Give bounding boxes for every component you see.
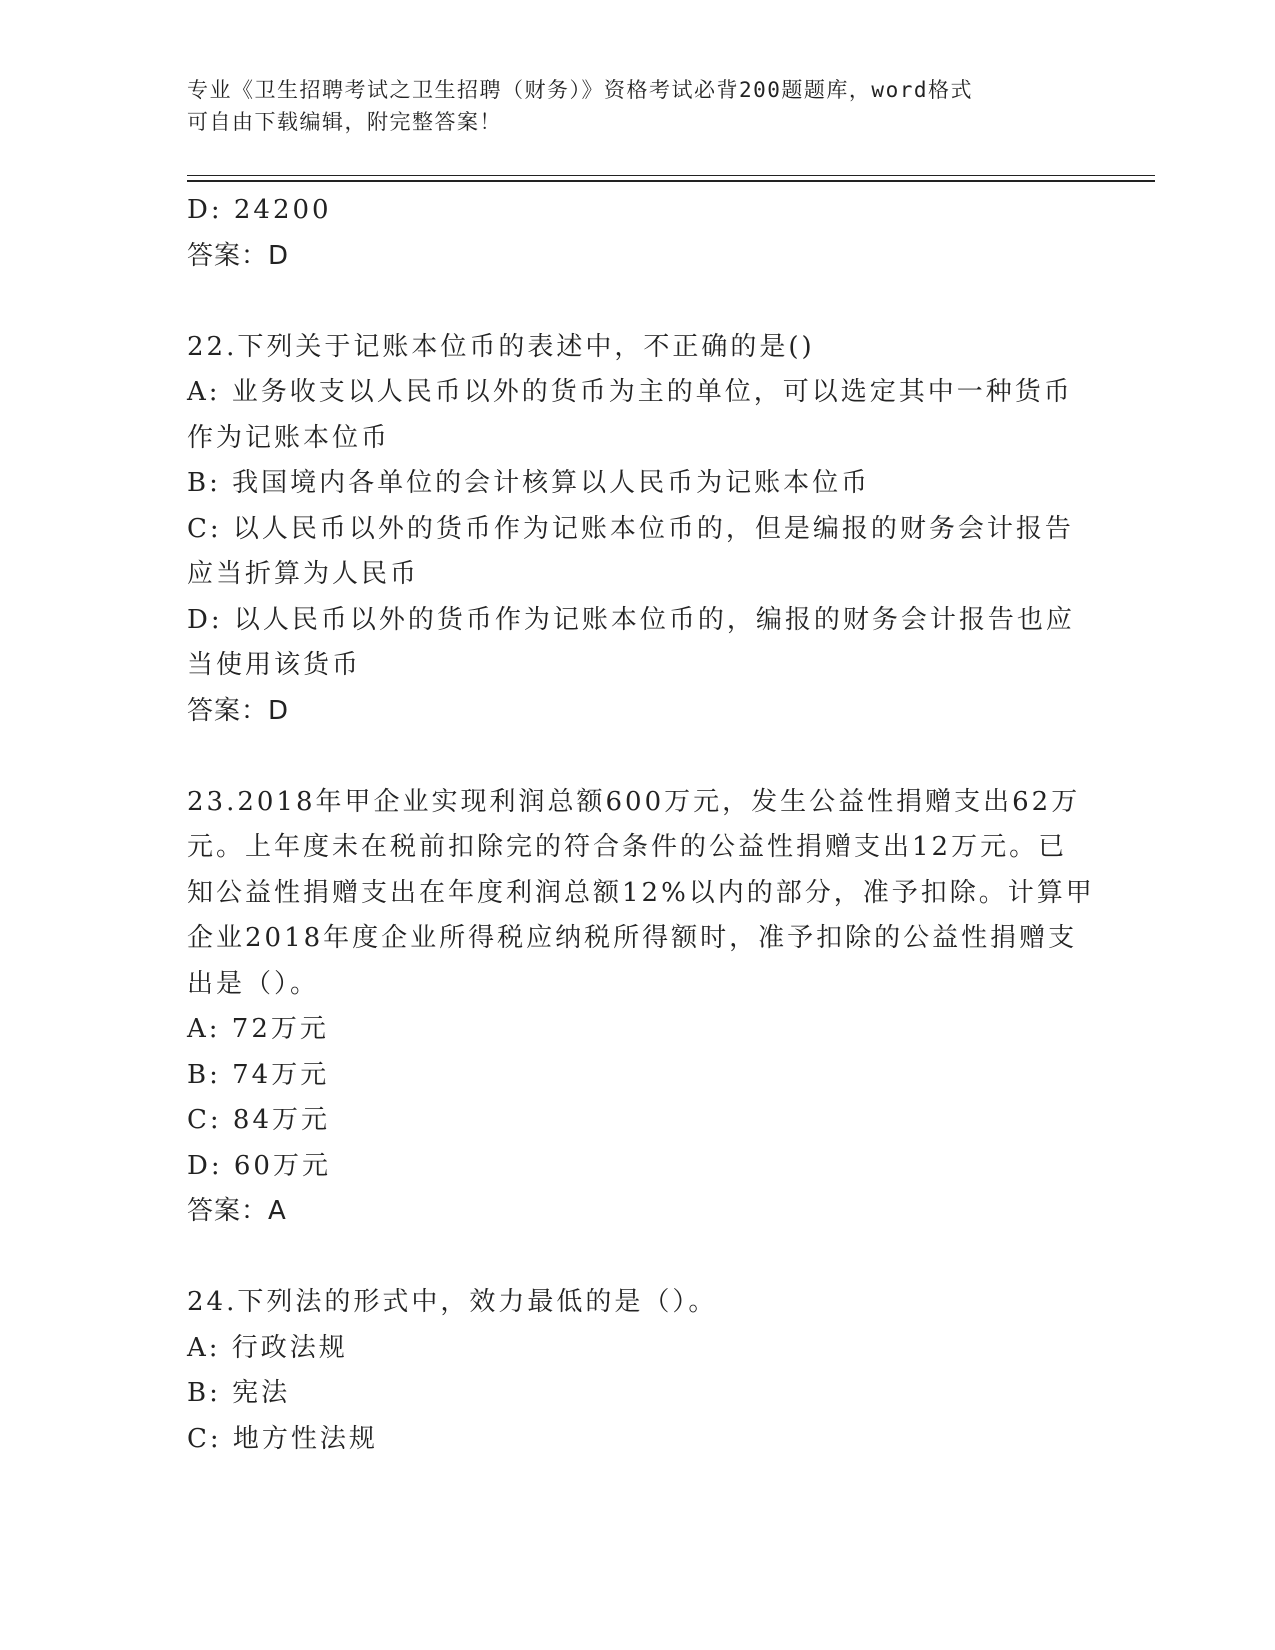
option-b: B: 宪法 xyxy=(187,1378,291,1408)
question-text-continued: 知公益性捐赠支出在年度利润总额12%以内的部分，准予扣除。计算甲 xyxy=(187,877,1095,908)
option-a: A: 业务收支以人民币以外的货币为主的单位，可以选定其中一种货币 xyxy=(187,377,1073,407)
question-text-continued: 出是（）。 xyxy=(187,968,320,999)
question-24 xyxy=(187,1280,1087,1462)
spacer xyxy=(187,1235,1087,1281)
question-text: 23.2018年甲企业实现利润总额600万元，发生公益性捐赠支出62万 xyxy=(187,786,1081,817)
answer-label: 答案：D xyxy=(187,240,290,271)
answer-label: 答案：D xyxy=(187,695,290,726)
question-22 xyxy=(187,325,1087,735)
option-a-continued: 作为记账本位币 xyxy=(187,422,391,453)
option-b: B: 74万元 xyxy=(187,1059,330,1090)
option-b: B: 我国境内各单位的会计核算以人民币为记账本位币 xyxy=(187,468,871,498)
question-text-continued: 元。上年度未在税前扣除完的符合条件的公益性捐赠支出12万元。已 xyxy=(187,832,1068,862)
option-d: D: 60万元 xyxy=(187,1150,331,1181)
page-header xyxy=(187,74,1067,138)
question-21-tail xyxy=(187,188,1087,279)
question-text-continued: 企业2018年度企业所得税应纳税所得额时，准予扣除的公益性捐赠支 xyxy=(187,923,1078,953)
spacer xyxy=(187,734,1087,780)
question-list xyxy=(187,188,1095,1462)
option-d-continued: 当使用该货币 xyxy=(187,650,362,680)
option-c-continued: 应当折算为人民币 xyxy=(187,559,420,589)
header-title-line-2: 可自由下载编辑，附完整答案！ xyxy=(187,110,502,134)
option-d: D: 24200 xyxy=(187,195,332,225)
header-divider-thick xyxy=(187,180,1155,182)
question-text: 24.下列法的形式中，效力最低的是（）。 xyxy=(187,1287,718,1317)
answer-label: 答案：A xyxy=(187,1196,287,1226)
question-text: 22.下列关于记账本位币的表述中，不正确的是() xyxy=(187,331,815,362)
spacer xyxy=(187,279,1087,325)
option-c: C: 地方性法规 xyxy=(187,1423,378,1454)
question-23 xyxy=(187,780,1095,1235)
option-a: A: 72万元 xyxy=(187,1014,329,1044)
option-d: D: 以人民币以外的货币作为记账本位币的，编报的财务会计报告也应 xyxy=(187,604,1075,635)
option-c: C: 以人民币以外的货币作为记账本位币的，但是编报的财务会计报告 xyxy=(187,513,1074,544)
header-divider-thin xyxy=(187,175,1155,176)
header-title-line-1: 专业《卫生招聘考试之卫生招聘（财务）》资格考试必背200题题库，word格式 xyxy=(187,78,973,102)
option-a: A: 行政法规 xyxy=(187,1332,348,1363)
option-c: C: 84万元 xyxy=(187,1105,331,1135)
